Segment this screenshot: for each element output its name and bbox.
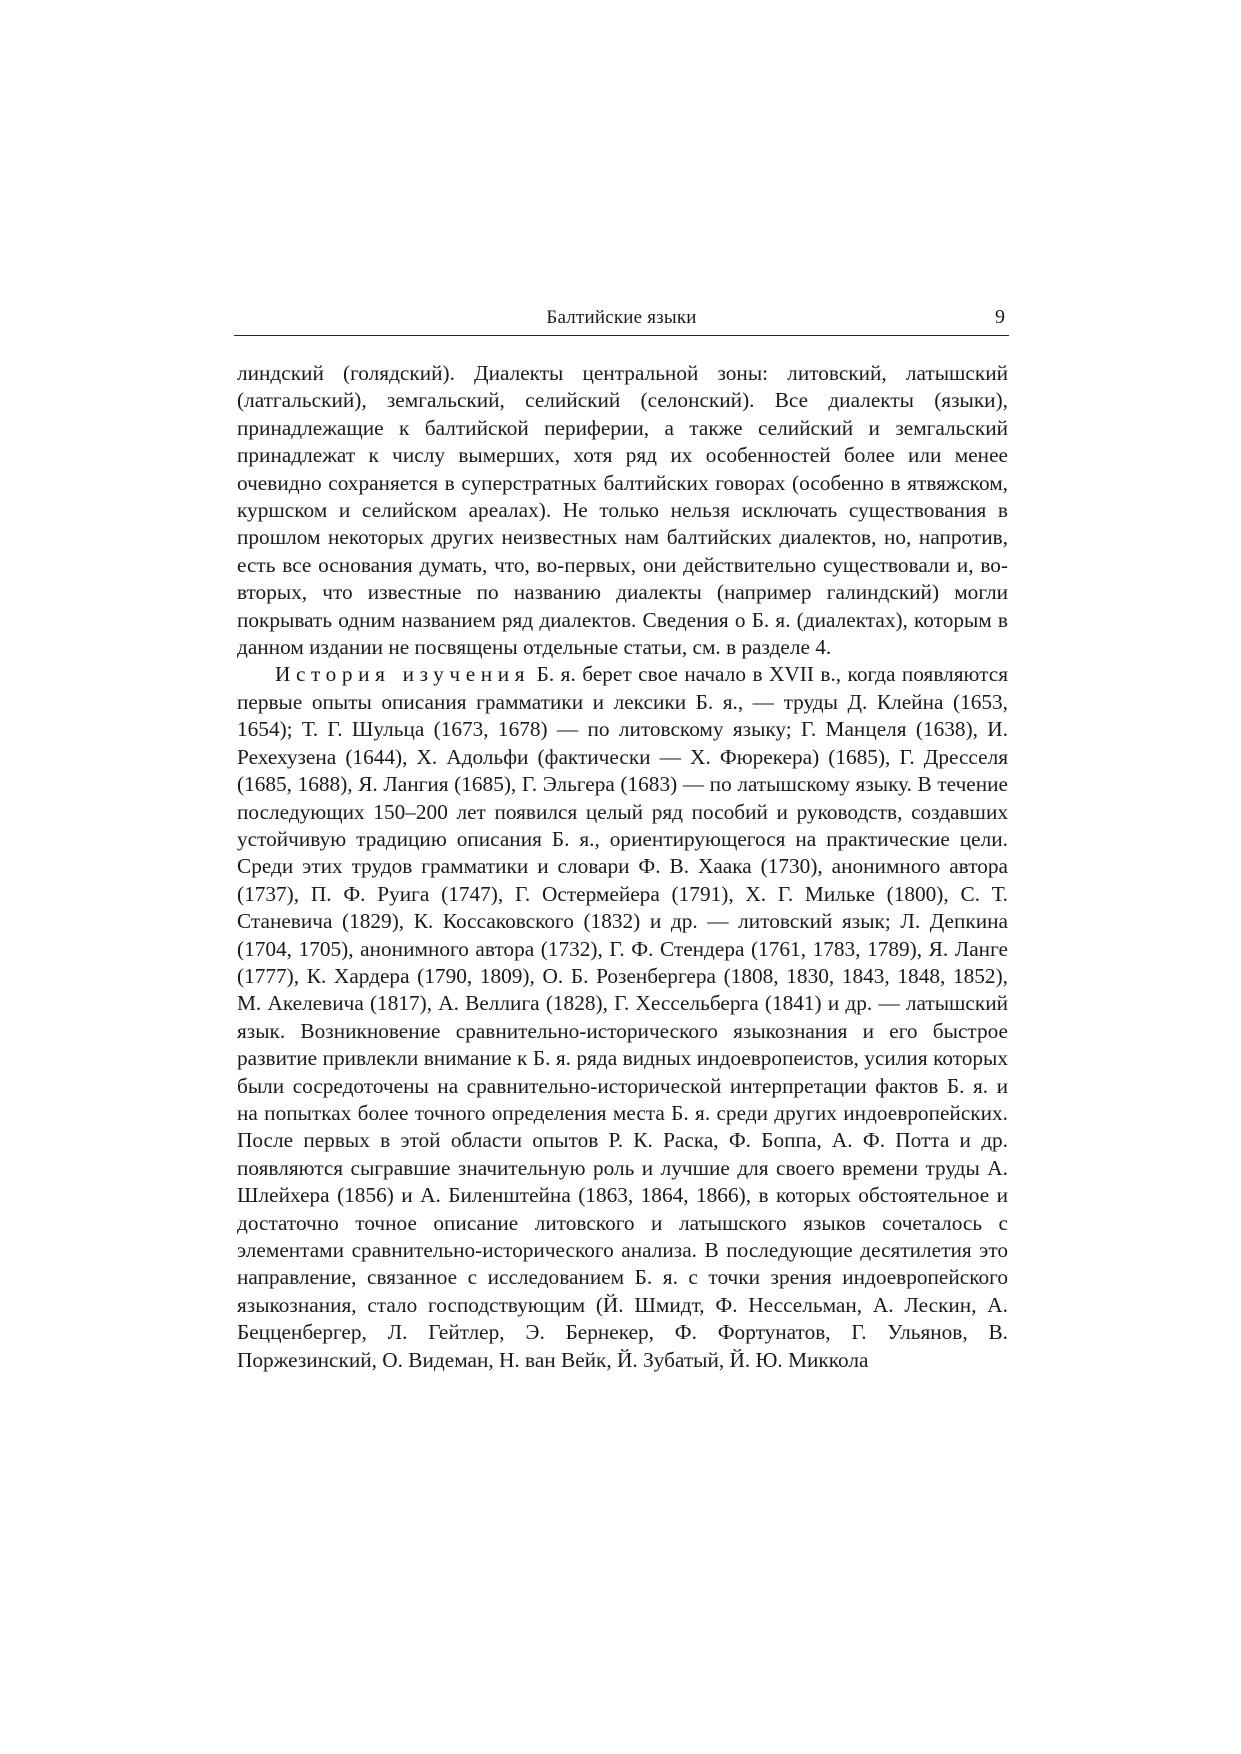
page-number: 9	[995, 306, 1005, 328]
running-title: Балтийские языки	[546, 307, 697, 328]
paragraph-1: линдский (голядский). Диалекты центральной зоны: литовский, латышский (латгальский), земгальский, селийский (селонский). Все диалекты (языки), принадлежащие к балтийской периферии, а также селийский и земгальский принадлежат к числу вымерших, хотя ряд их особенностей более или менее очевидно сохраняется в суперстратных балтийских говорах (особенно в ятвяжском, куршском и селийском ареалах). Не только нельзя исключать существования в прошлом некоторых других неизвестных нам балтийских диалектов, но, напротив, есть все основания думать, что, во-первых, они действительно существовали и, во-вторых, что известные по названию диалекты (например галиндский) могли покрывать одним названием ряд диалектов. Сведения о Б. я. (диалектах), которым в данном издании не посвящены отдельные статьи, см. в разделе 4.	[237, 361, 1008, 660]
running-header	[234, 303, 1009, 336]
spaced-heading-history: История изучения	[275, 662, 531, 687]
paragraph-2-text: Б. я. берет свое начало в XVII в., когда появляются первые опыты описания грамматики и лексики Б. я., — труды Д. Клейна (1653, 1654); Т. Г. Шульца (1673, 1678) — по литовскому языку; Г. Манцеля (1638), И. Рехехузена (1644), Х. Адольфи (фактически — Х. Фюрекера) (1685), Г. Дресселя (1685, 1688), Я. Лангия (1685), Г. Эльгера (1683) — по латышскому языку. В течение последующих 150–200 лет появился целый ряд пособий и руководств, создавших устойчивую традицию описания Б. я., ориентирующегося на практические цели. Среди этих трудов грамматики и словари Ф. В. Хаака (1730), анонимного автора (1737), П. Ф. Руига (1747), Г. Остермейера (1791), Х. Г. Мильке (1800), С. Т. Станевича (1829), К. Коссаковского (1832) и др. — литовский язык; Л. Депкина (1704, 1705), анонимного автора (1732), Г. Ф. Стендера (1761, 1783, 1789), Я. Ланге (1777), К. Хардера (1790, 1809), О. Б. Розенбергера (1808, 1830, 1843, 1848, 1852), М. Акелевича (1817), А. Веллига (1828), Г. Хессельберга (1841) и др. — латышский язык. Возникновение сравнительно-исторического языкознания и его быстрое развитие привлекли внимание к Б. я. ряда видных индоевропеистов, усилия которых были сосредоточены на сравнительно-исторической интерпретации фактов Б. я. и на попытках более точного определения места Б. я. среди других индоевропейских. После первых в этой области опытов Р. К. Раска, Ф. Боппа, А. Ф. Потта и др. появляются сыгравшие значительную роль и лучшие для своего времени труды А. Шлейхера (1856) и А. Биленштейна (1863, 1864, 1866), в которых обстоятельное и достаточно точное описание литовского и латышского языков сочеталось с элементами сравнительно-исторического анализа. В последующие десятилетия это направление, связанное с исследованием Б. я. с точки зрения индоевропейского языкознания, стало господствующим (Й. Шмидт, Ф. Нессельман, А. Лескин, А. Бецценбергер, Л. Гейтлер, Э. Бернекер, Ф. Фортунатов, Г. Ульянов, В. Поржезинский, О. Видеман, Н. ван Вейк, Й. Зубатый, Й. Ю. Миккола	[237, 662, 1008, 1372]
body-text	[237, 360, 1008, 1374]
paragraph-2	[237, 661, 1008, 1374]
